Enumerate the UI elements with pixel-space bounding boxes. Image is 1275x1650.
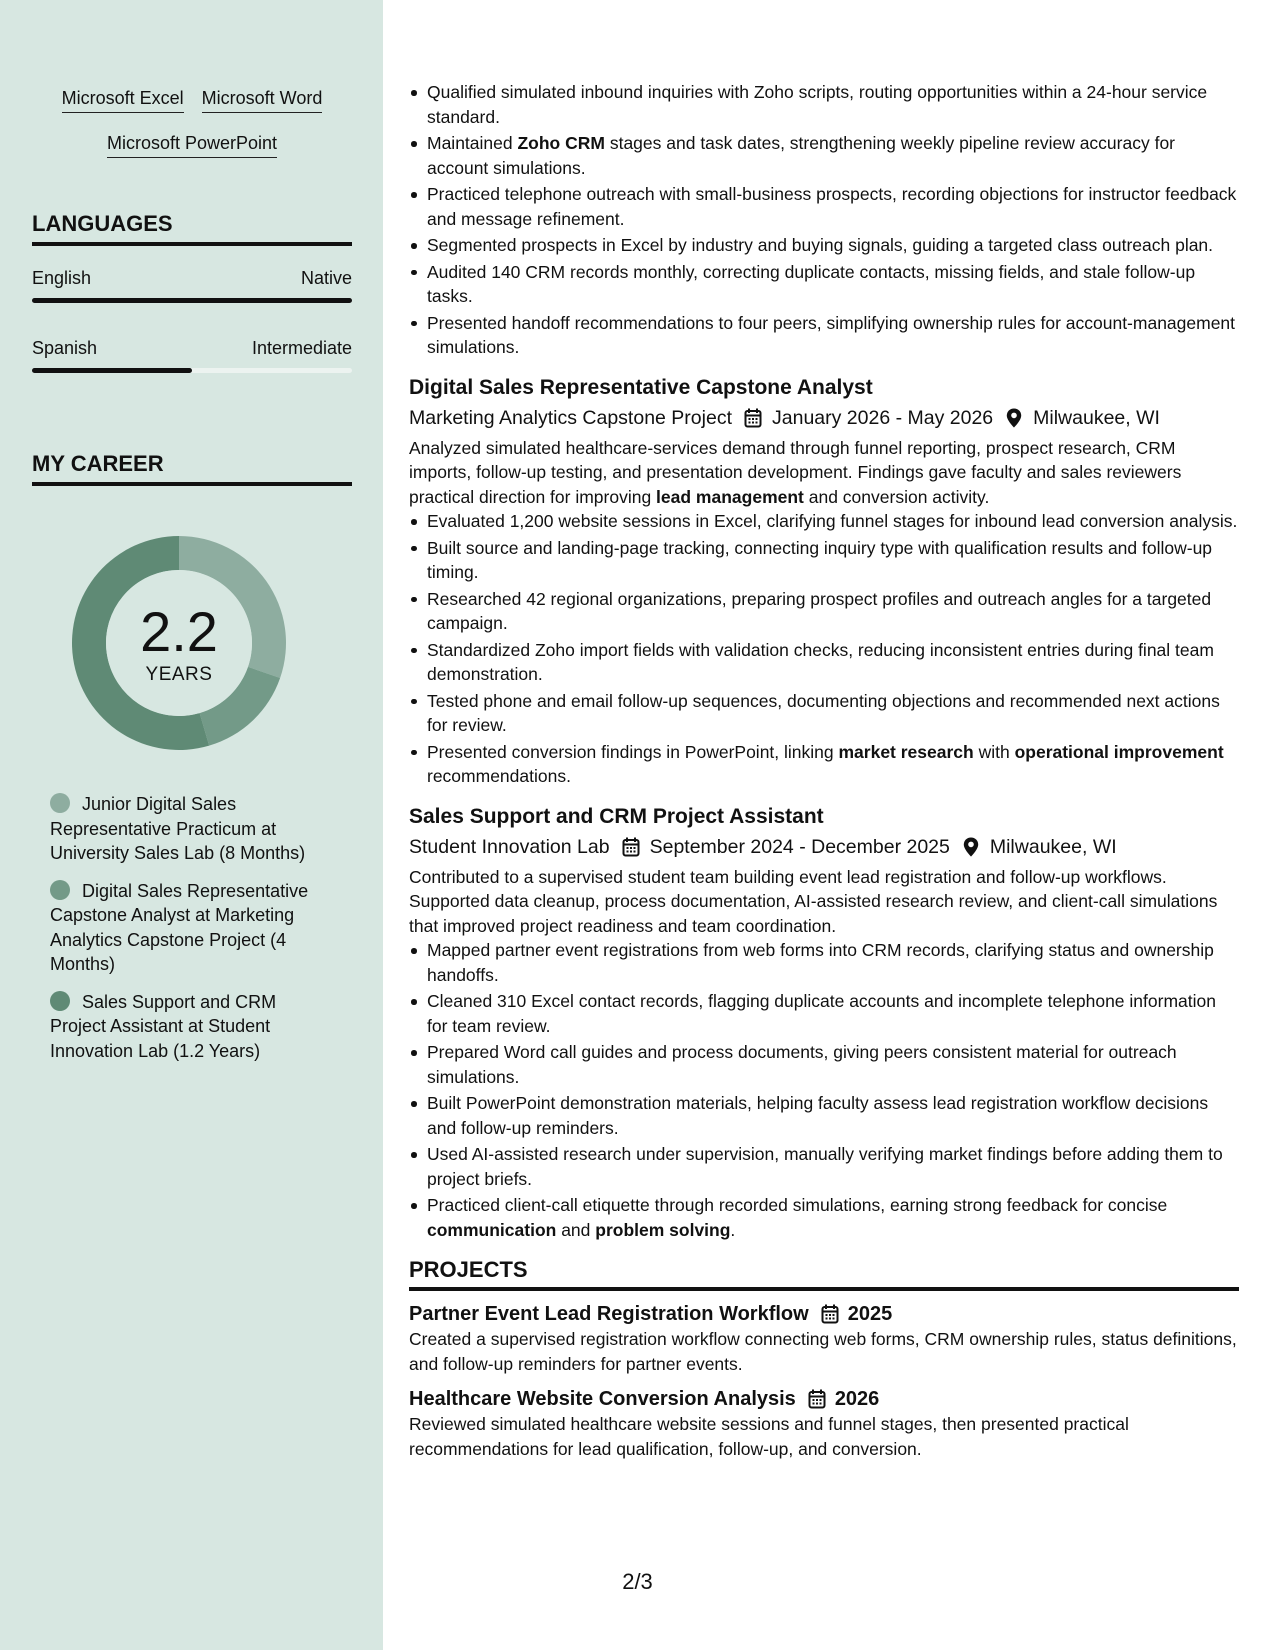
bullet-item: Researched 42 regional organizations, preparing prospect profiles and outreach angles for a targeted campaign. [409, 587, 1239, 636]
projects-heading: PROJECTS [409, 1256, 1239, 1291]
bullet-item: Practiced telephone outreach with small-business prospects, recording objections for instructor feedback and message refinement. [409, 182, 1239, 231]
skills-list [32, 86, 352, 176]
bullet-item: Built source and landing-page tracking, connecting inquiry type with qualification results and follow-up timing. [409, 536, 1239, 585]
job-organization: Student Innovation Lab [409, 835, 610, 858]
bullet-item: Built PowerPoint demonstration materials, helping faculty assess lead registration workflow decisions and follow-up reminders. [409, 1091, 1239, 1140]
language-item [32, 266, 352, 303]
bullet-item: Segmented prospects in Excel by industry and buying signals, guiding a targeted class outreach plan. [409, 233, 1239, 258]
bullet-item: Qualified simulated inbound inquiries with Zoho scripts, routing opportunities within a 24-hour service standard. [409, 80, 1239, 129]
bullet-item: Presented conversion findings in PowerPoint, linking market research with operational improvement recommendations. [409, 740, 1239, 789]
career-legend-text: Junior Digital Sales Representative Practicum at University Sales Lab (8 Months) [50, 794, 306, 863]
language-item [32, 336, 352, 373]
legend-dot-icon [50, 793, 70, 813]
career-total-unit: YEARS [145, 664, 213, 685]
job-meta [409, 405, 1239, 431]
project-entry [409, 1386, 1239, 1461]
job-meta [409, 834, 1239, 860]
skill-tag: Microsoft Excel [62, 86, 184, 113]
job-dates: January 2026 - May 2026 [772, 406, 994, 429]
project-year: 2025 [847, 1303, 893, 1325]
legend-dot-icon [50, 880, 70, 900]
career-heading: MY CAREER [32, 450, 352, 486]
language-level: Native [300, 268, 352, 288]
legend-dot-icon [50, 991, 70, 1011]
project-title-row [409, 1301, 1239, 1327]
languages-heading: LANGUAGES [32, 210, 352, 246]
job-organization: Marketing Analytics Capstone Project [409, 406, 732, 429]
skill-tag: Microsoft PowerPoint [107, 131, 277, 158]
experience-bullets [409, 80, 1239, 360]
sidebar [0, 0, 383, 1650]
job-description: Contributed to a supervised student team building event lead registration and follow-up workflows. Supported data cleanup, process documentation, AI-assisted research review, and client-call simulations that improved project readiness and team coordination. [409, 866, 1218, 936]
career-legend [50, 792, 330, 1076]
calendar-icon [621, 837, 641, 857]
project-year: 2026 [834, 1388, 880, 1410]
skills-row [32, 86, 352, 113]
bullet-item: Practiced client-call etiquette through recorded simulations, earning strong feedback for concise communication and problem solving. [409, 1193, 1239, 1242]
job-entry [409, 374, 1239, 789]
career-total-value: 2.2 [140, 600, 218, 663]
bullet-item: Tested phone and email follow-up sequences, documenting objections and recommended next actions for review. [409, 689, 1239, 738]
language-level: Intermediate [251, 338, 352, 358]
career-legend-item [50, 990, 330, 1064]
project-description: Reviewed simulated healthcare website sessions and funnel stages, then presented practical recommendations for lead qualification, follow-up, and conversion. [409, 1414, 1129, 1459]
bullet-item: Presented handoff recommendations to four peers, simplifying ownership rules for account-management simulations. [409, 311, 1239, 360]
bullet-item: Mapped partner event registrations from web forms into CRM records, clarifying status and ownership handoffs. [409, 938, 1239, 987]
bullet-item: Used AI-assisted research under supervision, manually verifying market findings before adding them to project briefs. [409, 1142, 1239, 1191]
project-title: Partner Event Lead Registration Workflow [409, 1303, 809, 1325]
job-location: Milwaukee, WI [1033, 406, 1160, 429]
bullet-item: Maintained Zoho CRM stages and task dates, strengthening weekly pipeline review accuracy for account simulations. [409, 131, 1239, 180]
calendar-icon [743, 408, 763, 428]
language-name: Spanish [32, 338, 98, 358]
main-content [409, 0, 1239, 1461]
job-title: Digital Sales Representative Capstone Analyst [409, 375, 873, 399]
language-proficiency-bar [32, 368, 352, 373]
location-pin-icon [1004, 408, 1024, 428]
skill-tag: Microsoft Word [202, 86, 323, 113]
project-title-row [409, 1386, 1239, 1412]
career-donut-chart [66, 530, 292, 756]
bullet-item: Evaluated 1,200 website sessions in Excel, clarifying funnel stages for inbound lead conversion analysis. [409, 509, 1239, 534]
bullet-item: Cleaned 310 Excel contact records, flagging duplicate accounts and incomplete telephone information for team review. [409, 989, 1239, 1038]
job-title: Sales Support and CRM Project Assistant [409, 804, 824, 828]
project-title: Healthcare Website Conversion Analysis [409, 1388, 796, 1410]
career-legend-text: Sales Support and CRM Project Assistant at Student Innovation Lab (1.2 Years) [50, 991, 277, 1061]
career-legend-item [50, 879, 330, 977]
career-legend-text: Digital Sales Representative Capstone Analyst at Marketing Analytics Capstone Project (4 Months) [50, 880, 309, 974]
job-description: Analyzed simulated healthcare-services demand through funnel reporting, prospect research, CRM imports, follow-up testing, and presentation development. Findings gave faculty and sales reviewers practical direction for improving lead management and conversion activity. [409, 437, 1182, 507]
language-name: English [32, 268, 92, 288]
calendar-icon [807, 1389, 827, 1409]
bullet-item: Audited 140 CRM records monthly, correcting duplicate contacts, missing fields, and stale follow-up tasks. [409, 260, 1239, 309]
page-number: 2/3 [622, 1569, 653, 1594]
job-entry [409, 803, 1239, 1243]
language-proficiency-fill [32, 298, 352, 303]
job-bullets [409, 509, 1239, 789]
project-entry [409, 1301, 1239, 1376]
job-dates: September 2024 - December 2025 [649, 835, 950, 858]
language-proficiency-fill [32, 368, 192, 373]
location-pin-icon [961, 837, 981, 857]
career-legend-item [50, 792, 330, 866]
job-location: Milwaukee, WI [989, 835, 1117, 858]
project-description: Created a supervised registration workflow connecting web forms, CRM ownership rules, status definitions, and follow-up reminders for partner events. [409, 1329, 1237, 1374]
job-bullets [409, 938, 1239, 1242]
calendar-icon [820, 1304, 840, 1324]
bullet-item: Standardized Zoho import fields with validation checks, reducing inconsistent entries during final team demonstration. [409, 638, 1239, 687]
language-proficiency-bar [32, 298, 352, 303]
skills-row [32, 131, 352, 158]
bullet-item: Prepared Word call guides and process documents, giving peers consistent material for outreach simulations. [409, 1040, 1239, 1089]
